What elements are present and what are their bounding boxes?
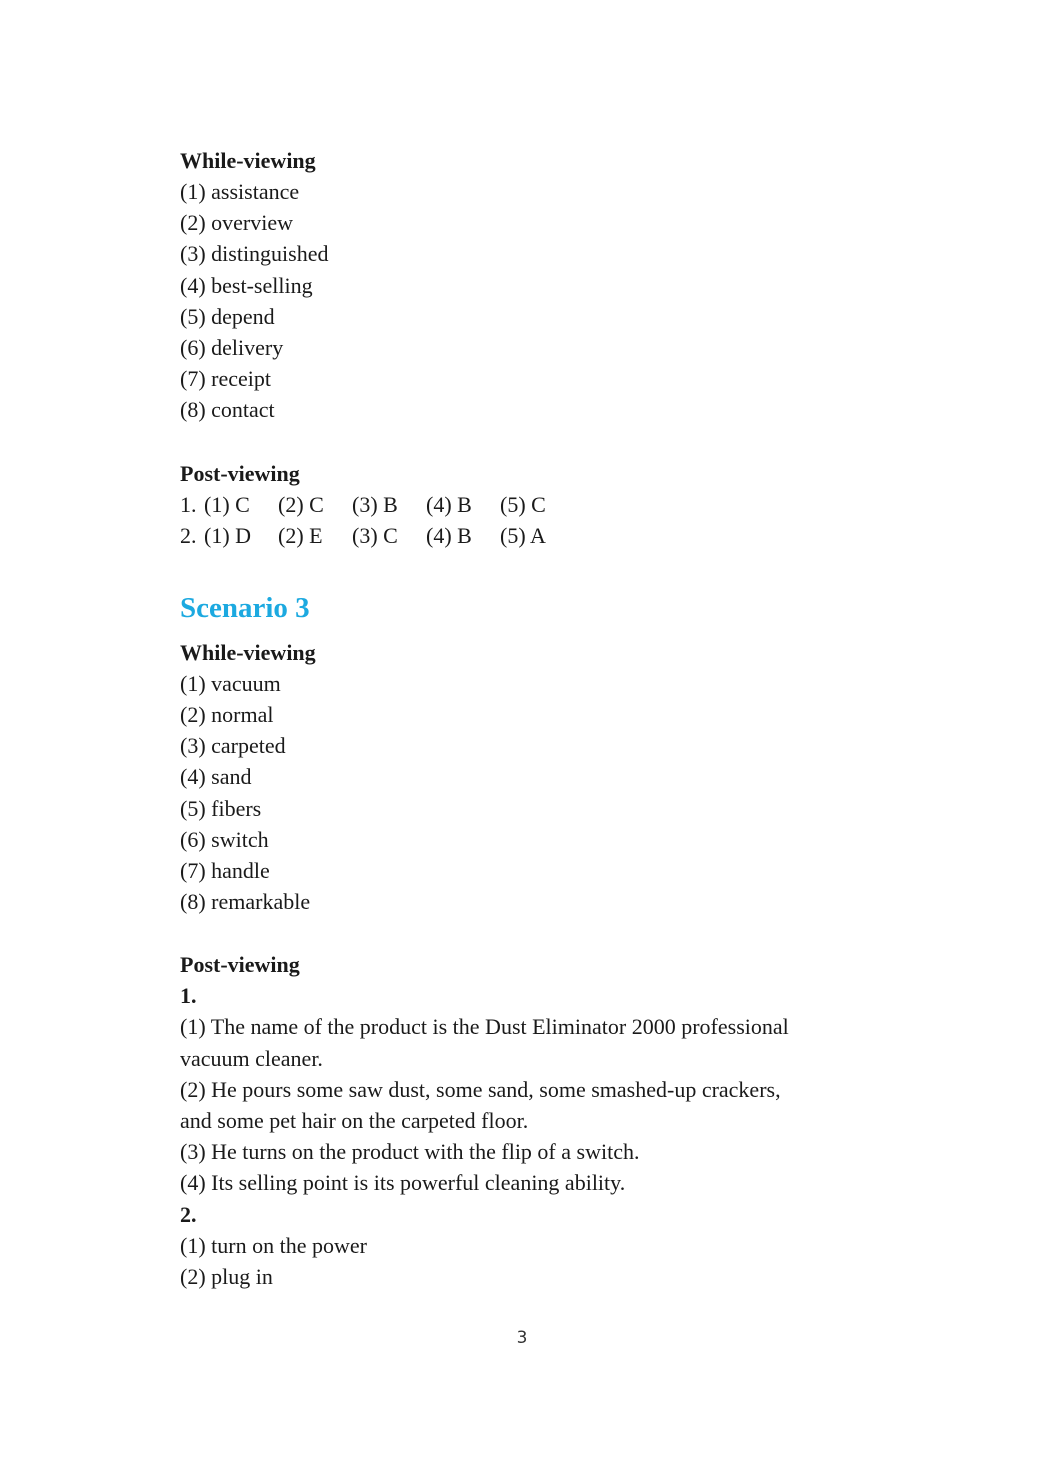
answer-choice: (5) C xyxy=(500,491,546,517)
answer-text-line: (2) plug in xyxy=(180,1263,273,1289)
answer-item: (7) receipt xyxy=(180,366,271,392)
answer-choice: (2) C xyxy=(278,491,324,517)
answer-item: (4) sand xyxy=(180,764,252,790)
answer-item: (2) normal xyxy=(180,702,274,728)
answer-text-line: (4) Its selling point is its powerful cleaning ability. xyxy=(180,1170,626,1196)
answer-item: (3) distinguished xyxy=(180,241,329,267)
answer-item: (8) contact xyxy=(180,397,275,423)
answer-text-line: vacuum cleaner. xyxy=(180,1045,323,1071)
answer-item: (5) fibers xyxy=(180,795,262,821)
page-number: 3 xyxy=(516,1328,528,1348)
answer-item: (1) assistance xyxy=(180,179,300,204)
answer-item: (3) carpeted xyxy=(180,733,286,759)
answer-item: (7) handle xyxy=(180,858,270,883)
post-viewing-heading: Post-viewing xyxy=(180,460,300,486)
answer-choice: (1) C xyxy=(204,491,250,517)
answer-choice: (4) B xyxy=(426,522,472,548)
answer-choice: (2) E xyxy=(278,522,323,548)
answer-text-line: (2) He pours some saw dust, some sand, some smashed-up crackers, xyxy=(180,1076,781,1102)
answer-text-line: (3) He turns on the product with the flip of a switch. xyxy=(180,1139,640,1165)
post-viewing-heading: Post-viewing xyxy=(180,952,300,978)
answer-choice: (4) B xyxy=(426,491,472,517)
question-number: 1. xyxy=(180,491,197,517)
question-number: 1. xyxy=(180,983,197,1009)
answer-text-line: and some pet hair on the carpeted floor. xyxy=(180,1107,529,1133)
answer-text-line: (1) turn on the power xyxy=(180,1232,367,1258)
answer-item: (8) remarkable xyxy=(180,889,311,915)
answer-row xyxy=(180,520,880,551)
while-viewing-heading: While-viewing xyxy=(180,148,316,173)
question-number: 2. xyxy=(180,522,197,548)
answer-text-line: (1) The name of the product is the Dust Eliminator 2000 professional xyxy=(180,1014,789,1040)
answer-item: (6) switch xyxy=(180,826,269,852)
page-content xyxy=(180,145,880,1292)
answer-item: (4) best-selling xyxy=(180,272,313,298)
scenario-title: Scenario 3 xyxy=(180,591,310,624)
answer-choice: (1) D xyxy=(204,522,252,548)
answer-choice: (5) A xyxy=(500,522,546,548)
answer-choice: (3) C xyxy=(352,522,398,548)
answer-item: (5) depend xyxy=(180,303,275,329)
question-number: 2. xyxy=(180,1201,197,1227)
answer-choice: (3) B xyxy=(352,491,398,517)
answer-row xyxy=(180,489,880,520)
answer-item: (2) overview xyxy=(180,210,294,236)
answer-item: (1) vacuum xyxy=(180,670,281,696)
while-viewing-heading: While-viewing xyxy=(180,639,316,665)
answer-item: (6) delivery xyxy=(180,334,284,360)
